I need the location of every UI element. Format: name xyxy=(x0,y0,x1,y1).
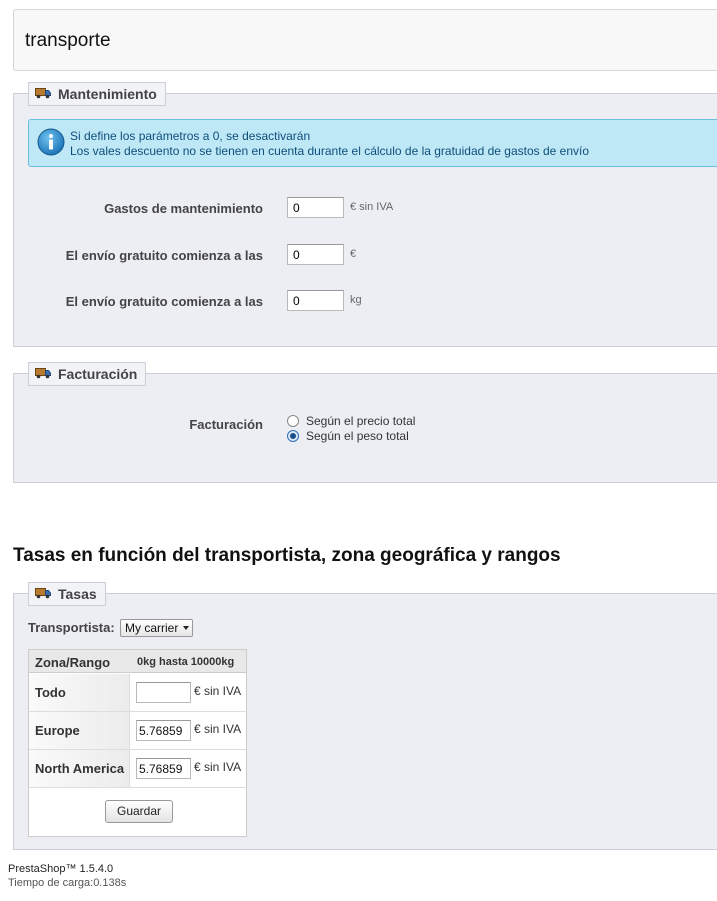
column-header-zone: Zona/Rango xyxy=(35,655,111,670)
rates-legend xyxy=(28,582,106,606)
zone-name: Europe xyxy=(29,712,130,749)
billing-option-weight[interactable] xyxy=(287,429,409,443)
maintenance-legend xyxy=(28,82,166,106)
billing-legend-label: Facturación xyxy=(58,366,138,382)
free-shipping-price-label: El envío gratuito comienza a las xyxy=(65,248,263,263)
free-shipping-weight-label: El envío gratuito comienza a las xyxy=(65,294,263,309)
carrier-select[interactable] xyxy=(120,619,193,637)
rate-suffix: € sin IVA xyxy=(194,722,242,736)
carrier-select-value: My carrier xyxy=(125,621,179,635)
zone-name: Todo xyxy=(29,674,130,711)
handling-cost-label: Gastos de mantenimiento xyxy=(104,201,263,216)
handling-cost-input[interactable] xyxy=(287,197,344,218)
info-line: Si define los parámetros a 0, se desactivarán xyxy=(70,129,311,143)
info-line: Los vales descuento no se tienen en cuenta durante el cálculo de la gratuidad de gastos de envío xyxy=(70,144,590,158)
truck-icon xyxy=(35,583,51,605)
table-row xyxy=(29,712,246,750)
info-message xyxy=(28,119,717,167)
zone-name: North America xyxy=(29,750,130,787)
info-text xyxy=(70,129,589,159)
table-row xyxy=(29,674,246,712)
truck-icon xyxy=(35,83,51,105)
rate-input-europe[interactable] xyxy=(136,720,191,741)
table-row xyxy=(29,750,246,788)
rate-suffix: € sin IVA xyxy=(194,760,242,774)
radio-price-total[interactable] xyxy=(287,415,299,427)
billing-legend xyxy=(28,362,146,386)
radio-weight-total[interactable] xyxy=(287,430,299,442)
free-shipping-price-input[interactable] xyxy=(287,244,344,265)
info-icon xyxy=(37,128,65,156)
maintenance-fieldset xyxy=(13,86,717,347)
rate-input-north-america[interactable] xyxy=(136,758,191,779)
billing-fieldset xyxy=(13,366,717,483)
billing-option-price[interactable] xyxy=(287,414,415,428)
billing-option-weight-label: Según el peso total xyxy=(306,429,409,443)
free-shipping-weight-input[interactable] xyxy=(287,290,344,311)
free-shipping-weight-suffix: kg xyxy=(350,294,362,306)
page-header xyxy=(13,9,717,71)
column-header-range: 0kg hasta 10000kg xyxy=(137,656,235,668)
handling-cost-suffix: € sin IVA xyxy=(350,201,394,213)
footer-load-time: Tiempo de carga:0.138s xyxy=(8,877,127,889)
footer-version: PrestaShop™ 1.5.4.0 xyxy=(8,863,114,875)
rates-section-title: Tasas en función del transportista, zona geográfica y rangos xyxy=(13,545,561,566)
billing-label: Facturación xyxy=(189,417,263,432)
free-shipping-price-suffix: € xyxy=(350,248,357,260)
rates-table-header xyxy=(29,650,246,673)
rates-legend-label: Tasas xyxy=(58,586,97,602)
save-button[interactable]: Guardar xyxy=(105,800,173,823)
chevron-down-icon xyxy=(183,626,189,630)
truck-icon xyxy=(35,363,51,385)
maintenance-legend-label: Mantenimiento xyxy=(58,86,157,102)
carrier-label: Transportista: xyxy=(28,620,115,635)
billing-option-price-label: Según el precio total xyxy=(306,414,416,428)
rates-fieldset xyxy=(13,586,717,850)
rates-table xyxy=(28,649,247,837)
footer xyxy=(8,862,126,890)
rate-input-all[interactable] xyxy=(136,682,191,703)
page-title: transporte xyxy=(25,30,111,51)
rate-suffix: € sin IVA xyxy=(194,684,242,698)
